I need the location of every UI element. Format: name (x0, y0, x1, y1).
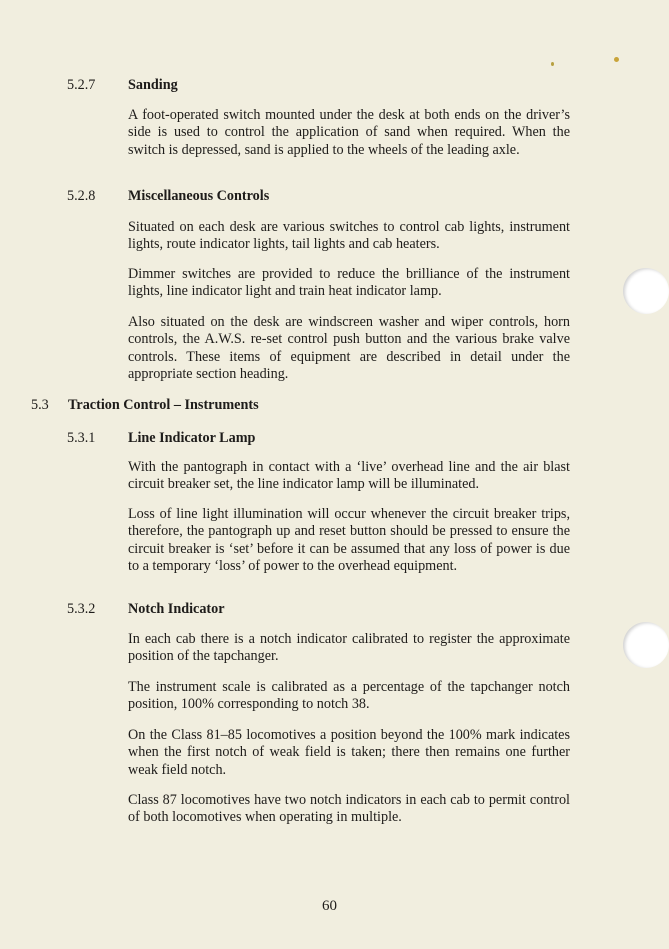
section-heading: Miscellaneous Controls (128, 188, 270, 204)
section-number: 5.3 (31, 397, 49, 413)
section-heading: Line Indicator Lamp (128, 430, 256, 446)
section-number: 5.3.1 (67, 430, 96, 446)
punch-hole (623, 268, 669, 314)
paper-speck (551, 62, 554, 66)
section-number: 5.3.2 (67, 601, 96, 617)
paragraph: The instrument scale is calibrated as a percentage of the tapchanger notch position, 100% corresponding to notch 38. (128, 679, 570, 713)
section-number: 5.2.8 (67, 188, 96, 204)
paragraph: With the pantograph in contact with a ‘live’ overhead line and the air blast circuit breaker set, the line indicator lamp will be illuminated. (128, 459, 570, 493)
paper-speck (614, 57, 619, 62)
paragraph: In each cab there is a notch indicator calibrated to register the approximate position of the tapchanger. (128, 631, 570, 665)
paragraph: Class 87 locomotives have two notch indicators in each cab to permit control of both locomotives when operating in multiple. (128, 792, 570, 826)
paragraph: A foot-operated switch mounted under the desk at both ends on the driver’s side is used to control the application of sand when required. When the switch is depressed, sand is applied to the wheels of the leading axle. (128, 107, 570, 158)
section-heading: Traction Control – Instruments (68, 397, 259, 413)
paragraph: Dimmer switches are provided to reduce the brilliance of the instrument lights, line indicator light and train heat indicator lamp. (128, 266, 570, 300)
paragraph: On the Class 81–85 locomotives a position beyond the 100% mark indicates when the first notch of weak field is taken; there then remains one further weak field notch. (128, 727, 570, 778)
section-number: 5.2.7 (67, 77, 96, 93)
paragraph: Also situated on the desk are windscreen washer and wiper controls, horn controls, the A.W.S. re-set control push button and the various brake valve controls. These items of equipment are described in detail under the appropriate section heading. (128, 314, 570, 383)
punch-hole (623, 622, 669, 668)
page-number: 60 (322, 898, 337, 914)
paragraph: Situated on each desk are various switches to control cab lights, instrument lights, route indicator lights, tail lights and cab heaters. (128, 219, 570, 253)
section-heading: Notch Indicator (128, 601, 225, 617)
paragraph: Loss of line light illumination will occur whenever the circuit breaker trips, therefore, the pantograph up and reset button should be pressed to ensure the circuit breaker is ‘set’ before it can be assumed that any loss of power is due to a temporary ‘loss’ of power to the overhead equipment. (128, 506, 570, 575)
section-heading: Sanding (128, 77, 178, 93)
